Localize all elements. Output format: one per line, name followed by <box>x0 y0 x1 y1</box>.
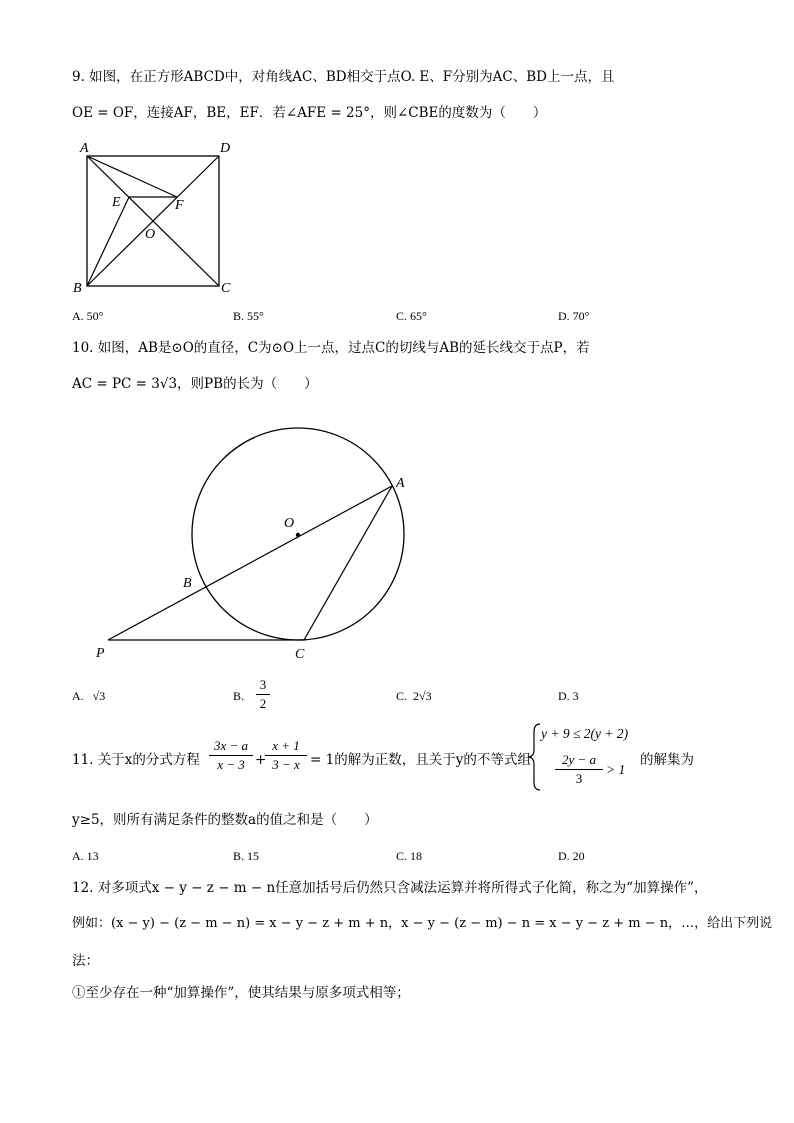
q10-option-b-fraction: 3 2 <box>256 677 270 712</box>
q11-system-brace <box>528 722 542 792</box>
q12-statement-1: ①至少存在一种“加算操作”，使其结果与原多项式相等； <box>72 985 410 1001</box>
q11-eq-tail: = 1的解为正数，且关于y的不等式组 <box>310 752 531 768</box>
center-dot <box>296 533 300 537</box>
q10-stem-line1: 10. 如图，AB是⊙O的直径，C为⊙O上一点，过点C的切线与AB的延长线交于点P，若 <box>72 340 590 356</box>
segment-be <box>87 197 129 286</box>
q11-option-c: C. 18 <box>396 849 423 863</box>
q11-option-a: A. 13 <box>72 849 99 863</box>
label-e: E <box>112 195 121 210</box>
q11-fraction-1: 3x − a x − 3 <box>209 738 253 773</box>
q11-prefix: 11. 关于x的分式方程 <box>72 752 200 768</box>
q9-stem-line2: OE = OF，连接AF，BE，EF．若∠AFE = 25°，则∠CBE的度数为（ ） <box>72 105 547 121</box>
q11-stem-line2: y≥5，则所有满足条件的整数a的值之和是（ ） <box>72 812 378 828</box>
q11-system-line2-tail: > 1 <box>606 762 626 777</box>
q12-stem-line3: 法： <box>72 953 99 969</box>
q11-system-line1: y + 9 ≤ 2(y + 2) <box>541 726 629 741</box>
q10-option-d: D. 3 <box>558 689 579 703</box>
q9-option-c: C. 65° <box>396 309 427 323</box>
q9-option-b: B. 55° <box>233 309 264 323</box>
q10-option-c: C. 2√3 <box>396 689 432 703</box>
q11-option-b: B. 15 <box>233 849 260 863</box>
q9-square-figure <box>70 140 240 300</box>
q11-fraction-2: x + 1 3 − x <box>265 738 307 773</box>
label-o: O <box>145 227 156 242</box>
chord-ac <box>304 486 392 640</box>
label-d: D <box>220 141 231 156</box>
q11-option-d: D. 20 <box>558 849 585 863</box>
q10-option-a: A. √3 <box>72 689 106 703</box>
q10-option-b-label: B. <box>233 689 245 703</box>
label-p: P <box>96 646 105 661</box>
q11-suffix: 的解集为 <box>640 752 694 768</box>
q12-stem-line2: 例如：(x − y) − (z − m − n) = x − y − z + m + n，x − y − (z − m) − n = x − y − z + m − n，…，给出下列说 <box>72 916 773 931</box>
label-c: C <box>295 647 305 662</box>
label-o: O <box>284 516 295 531</box>
segment-af <box>87 156 177 197</box>
label-f: F <box>175 198 184 213</box>
q9-option-a: A. 50° <box>72 309 104 323</box>
q11-plus: + <box>255 752 267 768</box>
q10-circle-figure <box>90 420 420 670</box>
label-c: C <box>221 281 231 296</box>
label-b: B <box>183 576 192 591</box>
q9-option-d: D. 70° <box>558 309 590 323</box>
q11-system-fraction: 2y − a 3 <box>555 752 603 787</box>
label-a: A <box>396 476 405 491</box>
q9-stem-line1: 9. 如图，在正方形ABCD中，对角线AC、BD相交于点O. E、F分别为AC、BD上一点，且 <box>72 69 615 85</box>
q12-stem-line1: 12. 对多项式x − y − z − m − n任意加括号后仍然只含减法运算并将所得式子化简，称之为“加算操作”， <box>72 880 708 896</box>
q10-stem-line2: AC = PC = 3√3，则PB的长为（ ） <box>72 376 318 392</box>
line-pa <box>108 486 392 640</box>
label-a: A <box>80 141 89 156</box>
label-b: B <box>73 281 82 296</box>
